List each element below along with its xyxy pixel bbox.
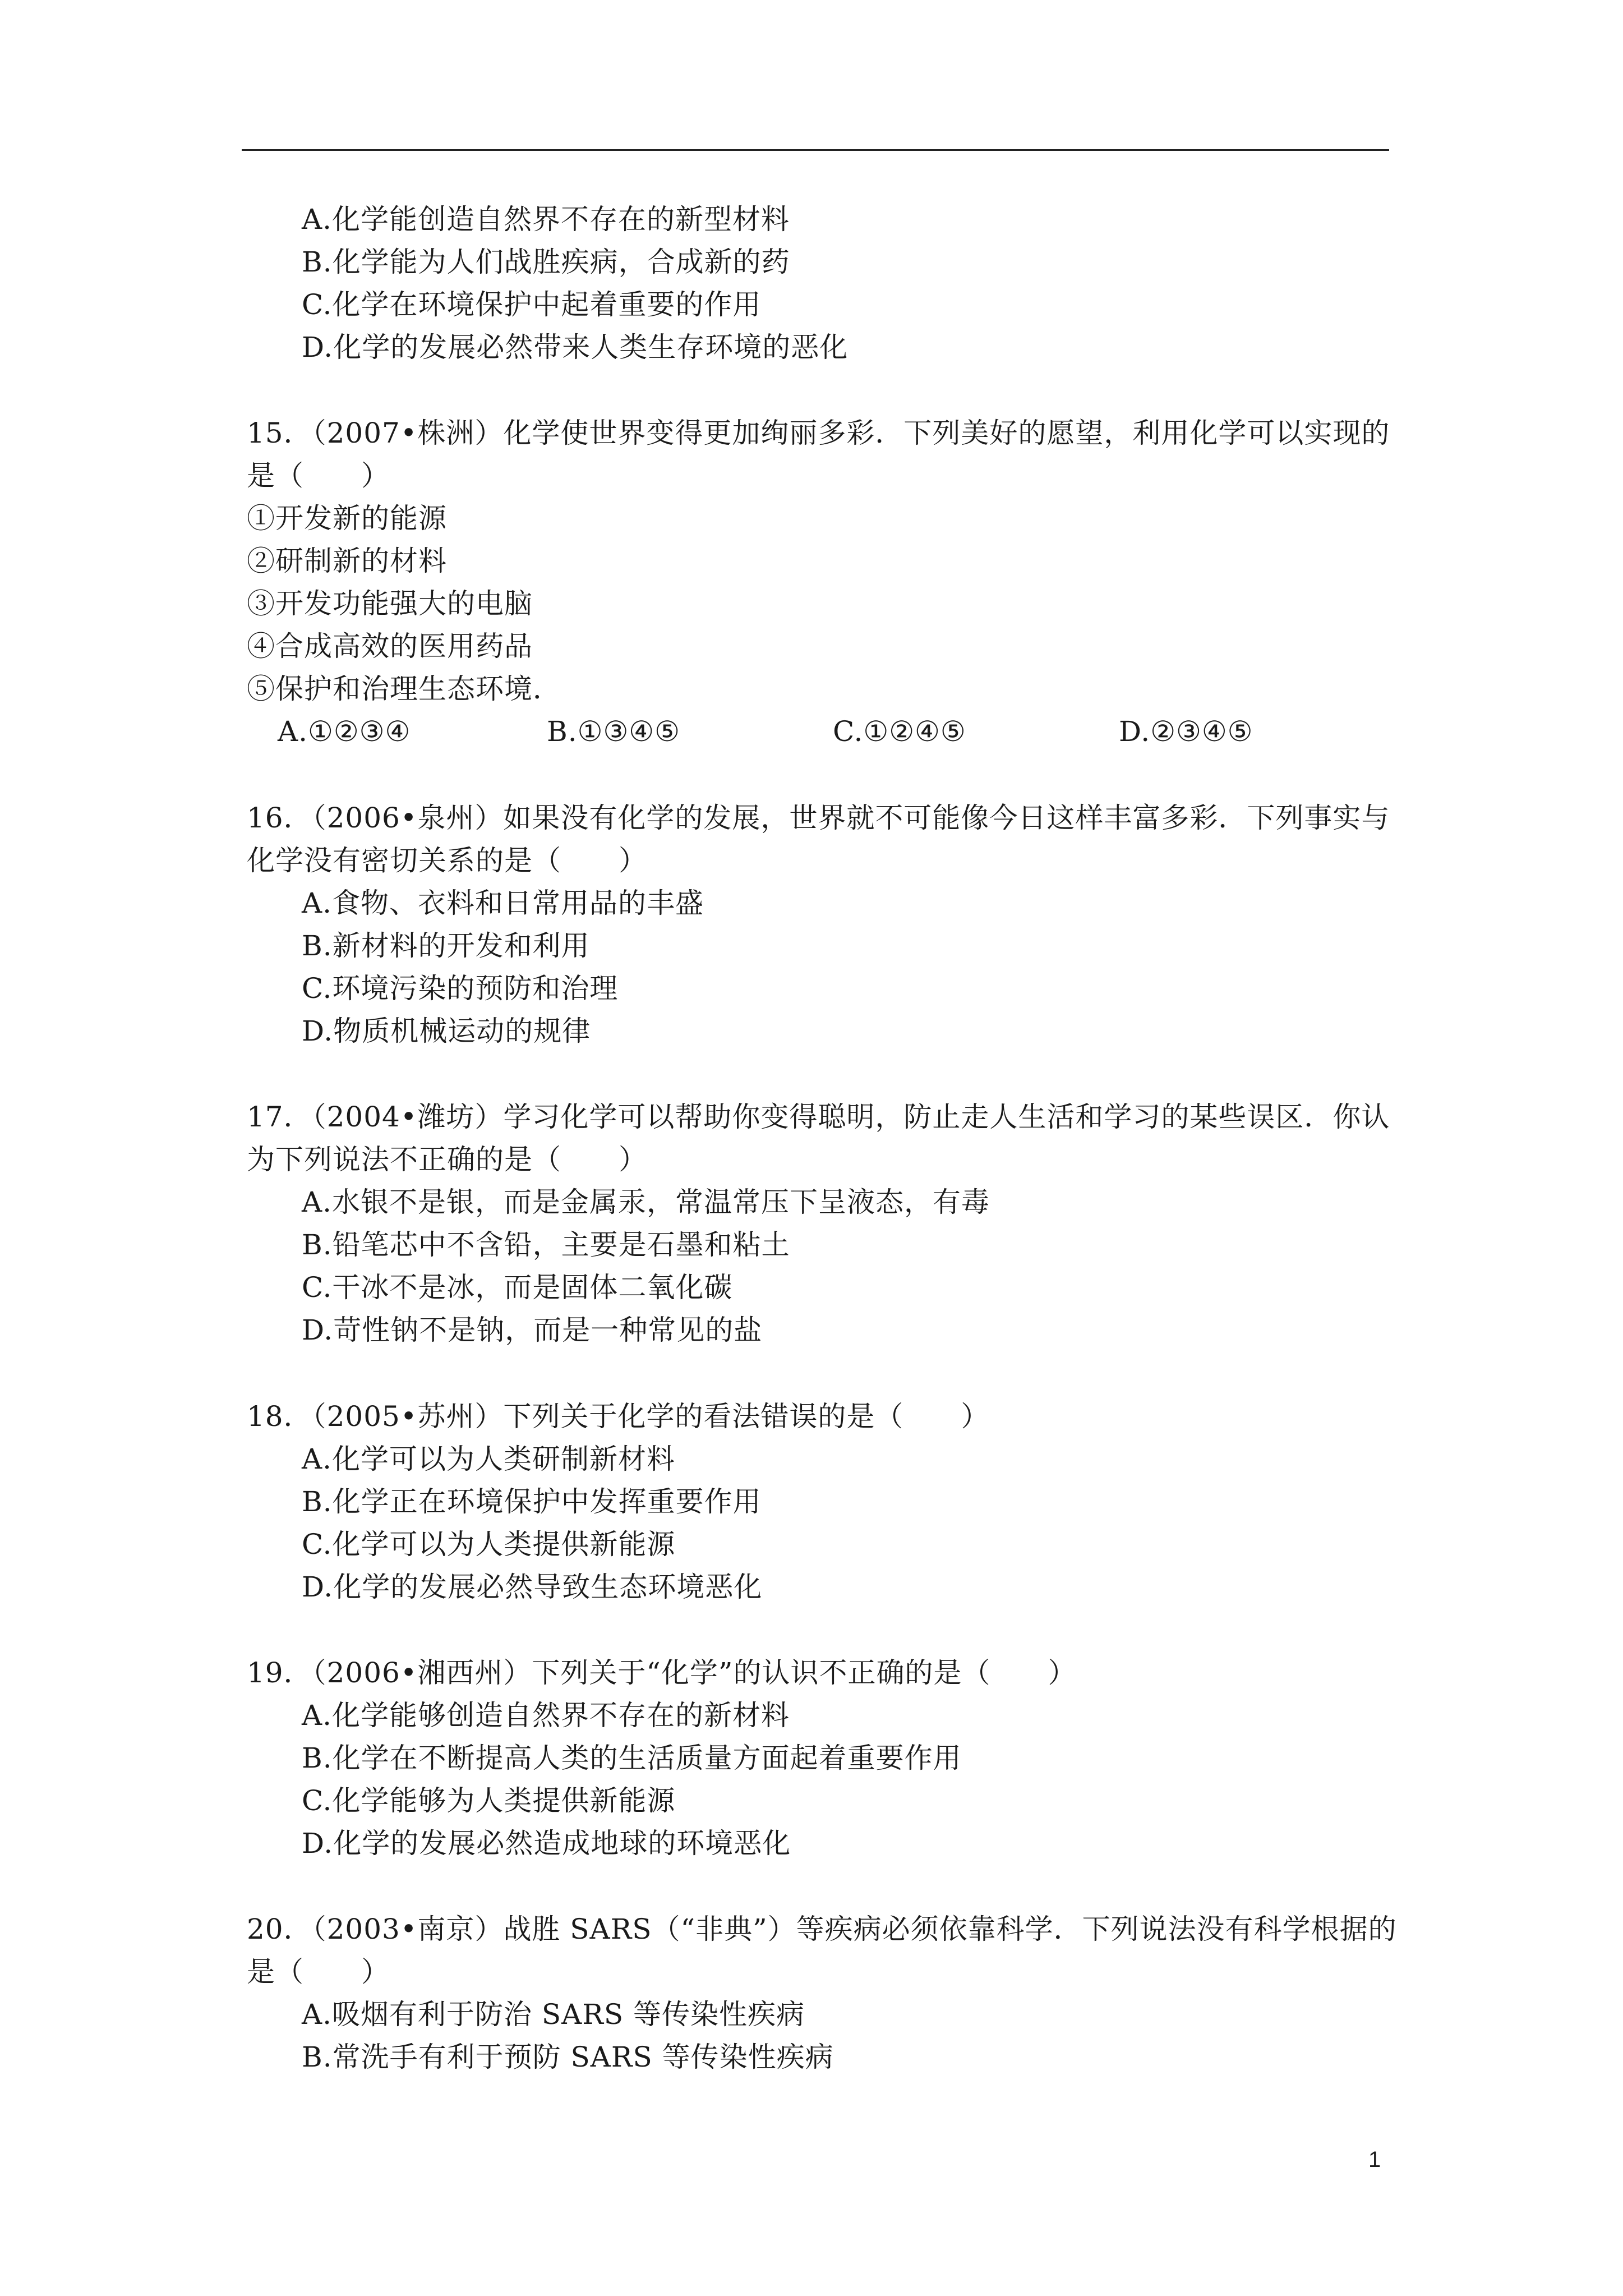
q17-option-d: D.苛性钠不是钠，而是一种常见的盐	[302, 1314, 763, 1346]
q19-option-a: A.化学能够创造自然界不存在的新材料	[302, 1699, 790, 1732]
q16-option-a: A.食物、衣料和日常用品的丰盛	[302, 887, 704, 919]
q15-item-3: ③开发功能强大的电脑	[247, 587, 533, 620]
q15-option-d: D.②③④⑤	[1119, 715, 1253, 748]
header-rule	[242, 149, 1389, 151]
q20-stem-cont: 是（ ）	[247, 1955, 390, 1988]
q15-item-2: ②研制新的材料	[247, 545, 447, 577]
q17-option-c: C.干冰不是冰，而是固体二氧化碳	[302, 1271, 733, 1304]
q15-option-a: A.①②③④	[278, 715, 411, 748]
q17-stem: 17．（2004•潍坊）学习化学可以帮助你变得聪明，防止走人生活和学习的某些误区．你认	[247, 1101, 1390, 1133]
q15-option-b: B.①③④⑤	[547, 715, 680, 748]
q18-option-c: C.化学可以为人类提供新能源	[302, 1528, 676, 1561]
q14-option-a: A.化学能创造自然界不存在的新型材料	[302, 203, 790, 236]
q19-option-c: C.化学能够为人类提供新能源	[302, 1784, 676, 1817]
q16-stem-cont: 化学没有密切关系的是（ ）	[247, 844, 647, 877]
q15-stem-cont: 是（ ）	[247, 459, 390, 492]
q19-option-b: B.化学在不断提高人类的生活质量方面起着重要作用	[302, 1742, 962, 1774]
q14-option-c: C.化学在环境保护中起着重要的作用	[302, 288, 762, 321]
q20-option-a: A.吸烟有利于防治 SARS 等传染性疾病	[302, 1998, 805, 2031]
q14-option-b: B.化学能为人们战胜疾病，合成新的药	[302, 246, 790, 278]
q18-option-d: D.化学的发展必然导致生态环境恶化	[302, 1571, 763, 1603]
q18-option-b: B.化学正在环境保护中发挥重要作用	[302, 1485, 762, 1518]
q15-stem: 15．（2007•株洲）化学使世界变得更加绚丽多彩．下列美好的愿望，利用化学可以实现的	[247, 417, 1390, 449]
q17-stem-cont: 为下列说法不正确的是（ ）	[247, 1143, 647, 1176]
q20-stem: 20．（2003•南京）战胜 SARS（“非典”）等疾病必须依靠科学．下列说法没有科学根据的	[247, 1913, 1397, 1945]
q16-option-d: D.物质机械运动的规律	[302, 1015, 591, 1047]
page-number: 1	[1368, 2147, 1381, 2172]
q17-option-a: A.水银不是银，而是金属汞，常温常压下呈液态，有毒	[302, 1186, 990, 1218]
q15-item-1: ①开发新的能源	[247, 502, 447, 535]
q15-item-4: ④合成高效的医用药品	[247, 630, 533, 662]
q16-option-c: C.环境污染的预防和治理	[302, 972, 619, 1005]
q16-option-b: B.新材料的开发和利用	[302, 930, 590, 962]
q19-option-d: D.化学的发展必然造成地球的环境恶化	[302, 1827, 791, 1860]
q15-option-c: C.①②④⑤	[833, 715, 966, 748]
q15-item-5: ⑤保护和治理生态环境．	[247, 673, 561, 705]
q17-option-b: B.铅笔芯中不含铅，主要是石墨和粘土	[302, 1228, 790, 1261]
q14-option-d: D.化学的发展必然带来人类生存环境的恶化	[302, 331, 849, 364]
q19-stem: 19．（2006•湘西州）下列关于“化学”的认识不正确的是（ ）	[247, 1657, 1077, 1689]
q16-stem: 16．（2006•泉州）如果没有化学的发展，世界就不可能像今日这样丰富多彩．下列事实与	[247, 802, 1390, 834]
q18-stem: 18．（2005•苏州）下列关于化学的看法错误的是（ ）	[247, 1400, 990, 1433]
q20-option-b: B.常洗手有利于预防 SARS 等传染性疾病	[302, 2041, 834, 2073]
q18-option-a: A.化学可以为人类研制新材料	[302, 1443, 676, 1475]
